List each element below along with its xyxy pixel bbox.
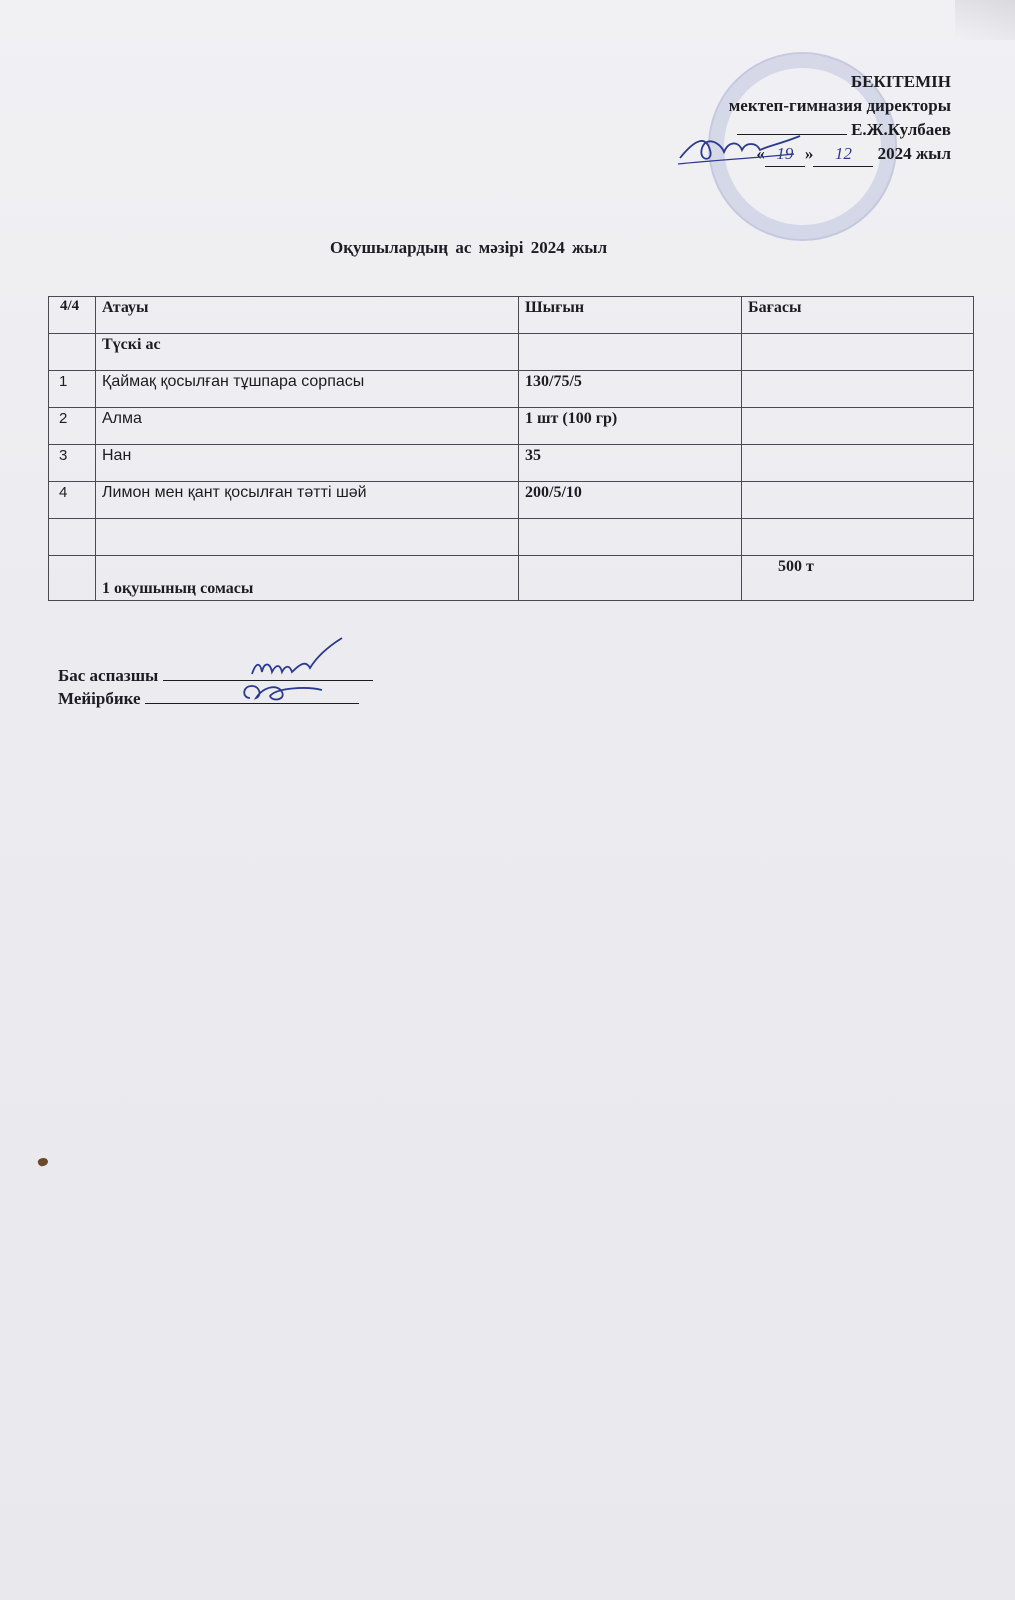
date-year: 2024 жыл: [877, 144, 951, 163]
row-amount: 35: [519, 445, 742, 482]
row-num: 1: [49, 371, 96, 408]
total-label: [96, 556, 519, 601]
nurse-label: Мейірбике: [58, 689, 141, 708]
table-row: [49, 408, 974, 445]
director-name: Е.Ж.Кулбаев: [851, 120, 951, 139]
paper-speck: [37, 1157, 49, 1168]
date-day: 19: [765, 142, 805, 167]
date-open-quote: «: [756, 144, 765, 163]
row-name: Алма: [96, 408, 519, 445]
row-price: [742, 371, 974, 408]
page-title: Оқушылардың ас мәзірі 2024 жыл: [330, 238, 608, 257]
empty-amount-cell: [519, 519, 742, 556]
date-month: 12: [813, 142, 873, 167]
paper-fold: [955, 0, 1015, 40]
header-name: Атауы: [96, 297, 519, 334]
header-price: Бағасы: [742, 297, 974, 334]
date-close-quote: »: [804, 144, 814, 163]
row-name: Қаймақ қосылған тұшпара сорпасы: [96, 371, 519, 408]
table-row: [49, 445, 974, 482]
approval-position: мектеп-гимназия директоры: [728, 96, 951, 115]
section-row: [49, 334, 974, 371]
row-num: 2: [49, 408, 96, 445]
total-amount-cell: [519, 556, 742, 601]
table-row: [49, 482, 974, 519]
total-price-text: 500 т: [778, 558, 814, 575]
row-amount: 130/75/5: [519, 371, 742, 408]
row-amount: 1 шт (100 гр): [519, 408, 742, 445]
menu-table: [48, 296, 974, 601]
chef-signature-icon: [246, 634, 356, 684]
empty-num-cell: [49, 519, 96, 556]
header-num-cell: [49, 297, 96, 334]
table-row: [49, 371, 974, 408]
approval-heading: БЕКІТЕМІН: [850, 72, 951, 91]
total-row: [49, 556, 974, 601]
row-name: Лимон мен қант қосылған тәтті шәй: [96, 482, 519, 519]
section-price-cell: [742, 334, 974, 371]
empty-name-cell: [96, 519, 519, 556]
page-number: 4/4: [60, 298, 80, 314]
empty-row: [49, 519, 974, 556]
section-amount-cell: [519, 334, 742, 371]
row-price: [742, 408, 974, 445]
header-amount: Шығын: [519, 297, 742, 334]
row-amount: 200/5/10: [519, 482, 742, 519]
empty-price-cell: [742, 519, 974, 556]
total-label-text: 1 оқушының сомасы: [102, 580, 254, 597]
row-name: Нан: [96, 445, 519, 482]
row-num: 3: [49, 445, 96, 482]
total-price: [742, 556, 974, 601]
section-label: Түскі ас: [96, 334, 519, 371]
row-price: [742, 445, 974, 482]
total-num-cell: [49, 556, 96, 601]
row-price: [742, 482, 974, 519]
row-num: 4: [49, 482, 96, 519]
director-signature-icon: [676, 128, 806, 168]
table-header-row: [49, 297, 974, 334]
chef-label: Бас аспазшы: [58, 666, 159, 685]
section-num-cell: [49, 334, 96, 371]
nurse-signature-icon: [236, 680, 326, 706]
